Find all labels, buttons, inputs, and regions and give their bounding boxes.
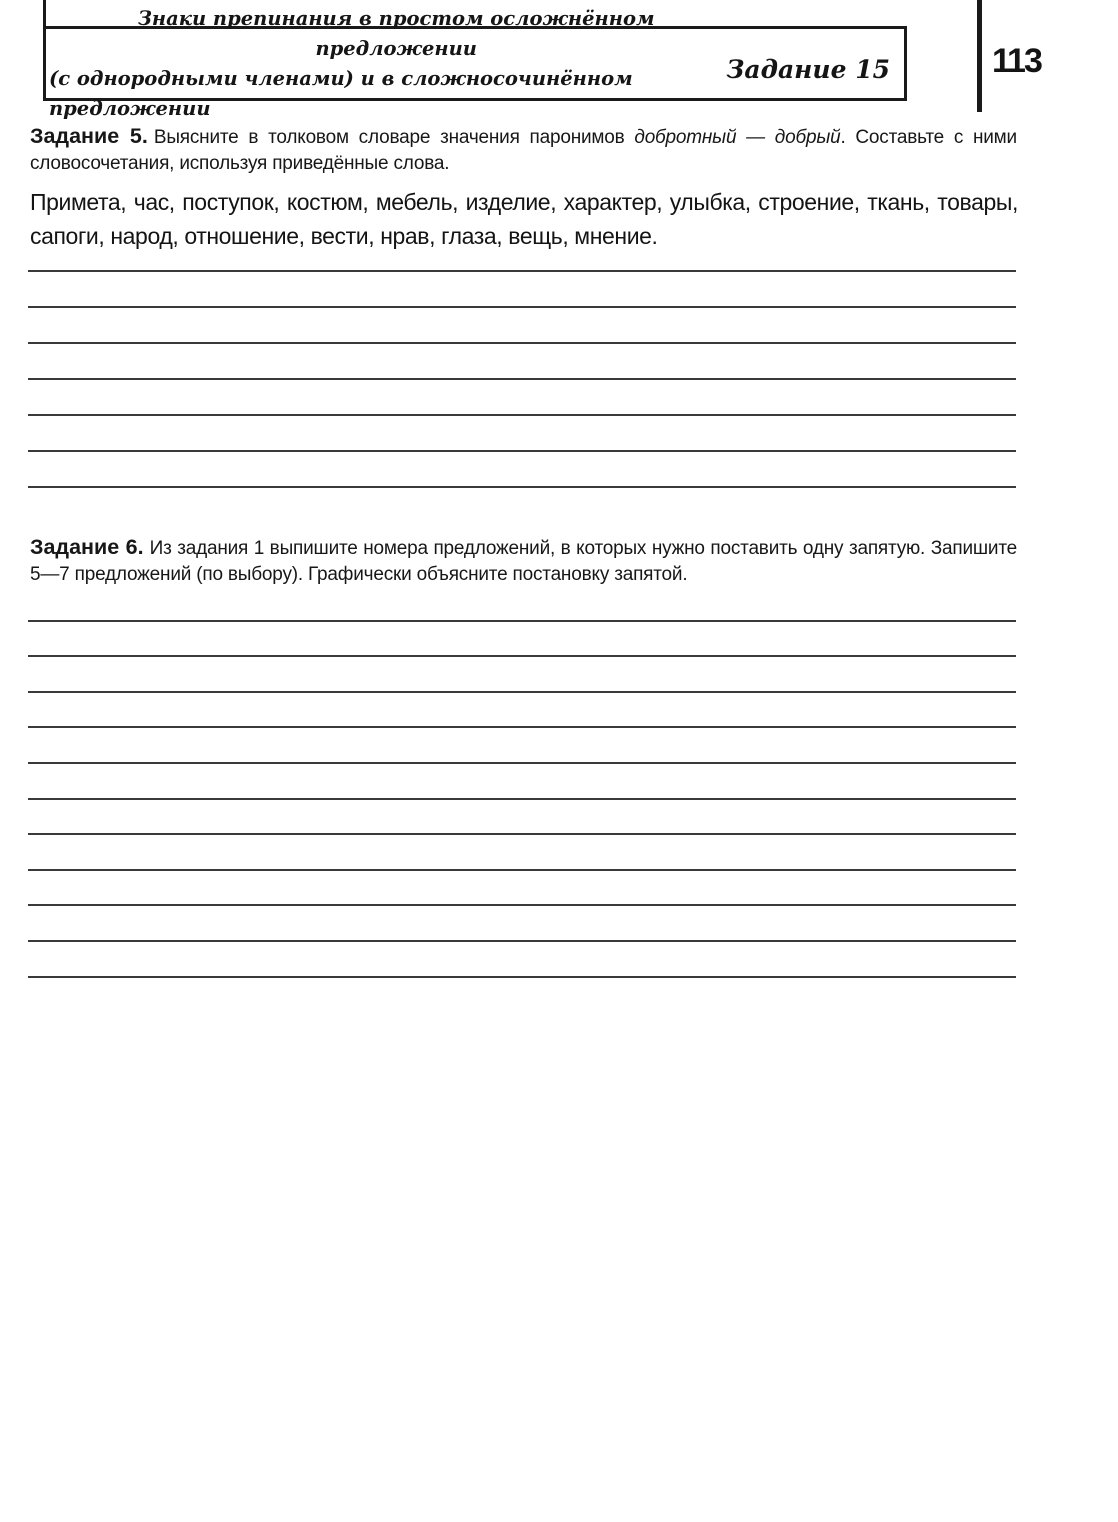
- task6-instruction: [30, 534, 1017, 588]
- writing-line: [28, 308, 1016, 344]
- writing-line: [28, 906, 1016, 942]
- writing-line: [28, 586, 1016, 622]
- writing-line: [28, 344, 1016, 380]
- writing-line: [28, 764, 1016, 800]
- writing-line: [28, 871, 1016, 907]
- writing-line: [28, 693, 1016, 729]
- page-number: 113: [992, 42, 1041, 80]
- task5-writing-lines: [28, 236, 1016, 488]
- task5-instruction: [30, 123, 1017, 177]
- writing-line: [28, 236, 1016, 272]
- writing-line: [28, 657, 1016, 693]
- task5-label: Задание 5.: [30, 124, 148, 148]
- header-task-reference: Задание 15: [726, 55, 890, 84]
- task5-instruction-text-after: . Составьте с ними словосочетания, используя приведённые слова.: [30, 127, 1017, 174]
- writing-line: [28, 835, 1016, 871]
- task6-instruction-text: Из задания 1 выпишите номера предложений, в которых нужно поставить одну запятую. Запишите 5—7 предложений (по выбору). Графически объясните постановку запятой.: [30, 538, 1017, 585]
- chapter-title-line2: (с однородными членами) и в сложносочинённом предложении: [49, 66, 633, 120]
- writing-line: [28, 416, 1016, 452]
- chapter-header-box: [43, 6, 907, 120]
- writing-line: [28, 942, 1016, 978]
- writing-line: [28, 800, 1016, 836]
- task5-instruction-text-before: Выясните в толковом словаре значения паронимов: [153, 127, 635, 148]
- page-number-bar: [977, 0, 982, 112]
- writing-line: [28, 622, 1016, 658]
- writing-line: [28, 728, 1016, 764]
- writing-line: [28, 272, 1016, 308]
- task5-paronyms: добротный — добрый: [634, 127, 841, 148]
- writing-line: [28, 380, 1016, 416]
- task5-word-list: Примета, час, поступок, костюм, мебель, изделие, характер, улыбка, строение, ткань, товары, сапоги, народ, отношение, вести, нрав, глаза, вещь, мнение.: [30, 189, 1018, 249]
- task6-label: Задание 6.: [30, 535, 144, 559]
- chapter-title: [46, 4, 726, 124]
- task6-writing-lines: [28, 586, 1016, 978]
- chapter-title-line1: Знаки препинания в простом осложнённом предложении: [137, 6, 655, 60]
- writing-line: [28, 452, 1016, 488]
